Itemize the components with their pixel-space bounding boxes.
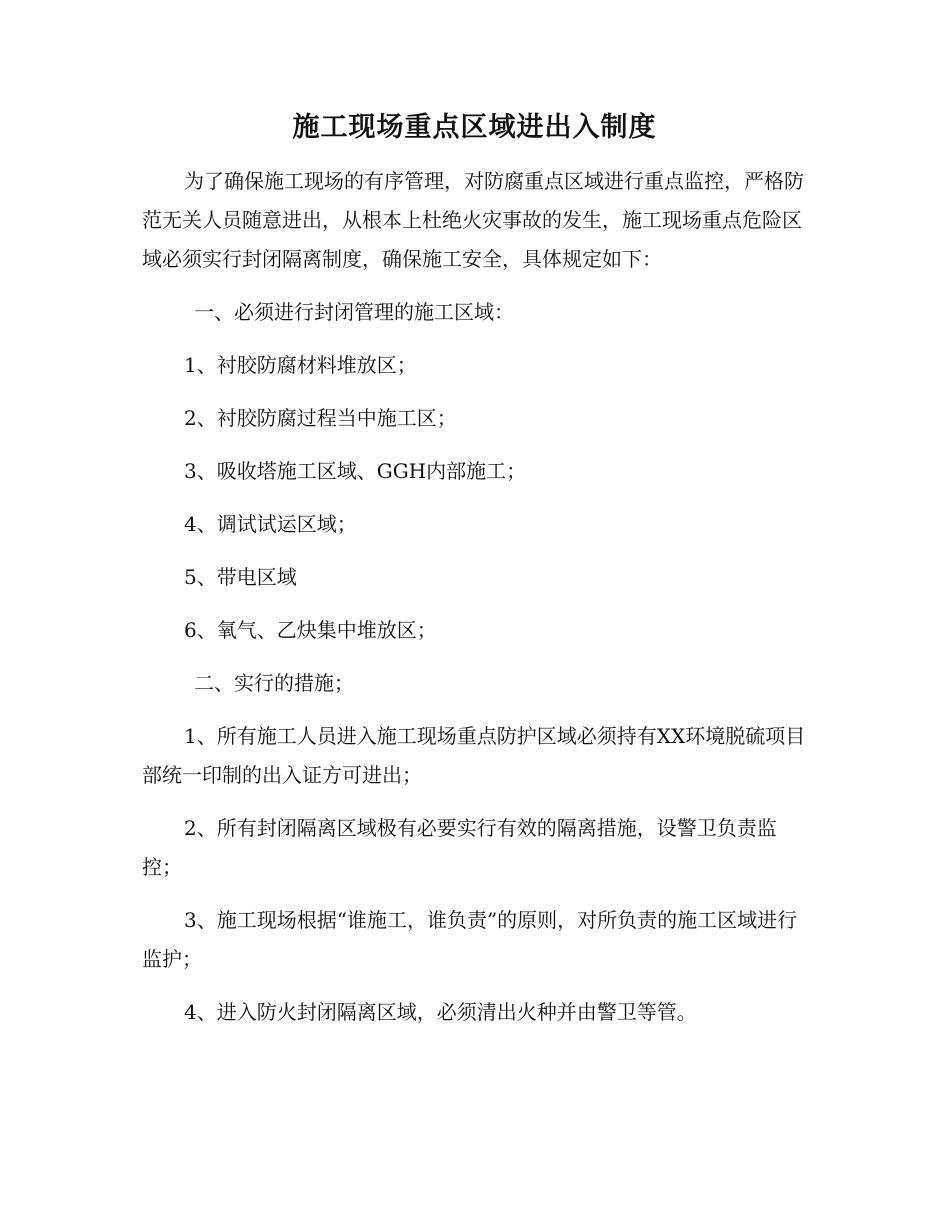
section-2-item-3: 3、施工现场根据“谁施工，谁负责”的原则，对所负责的施工区域进行监护； (142, 908, 798, 971)
section-2-item-1: 1、所有施工人员进入施工现场重点防护区域必须持有XX环境脱硫项目部统一印制的出入证方可进出； (142, 724, 806, 787)
intro-paragraph: 为了确保施工现场的有序管理，对防腐重点区域进行重点监控，严格防范无关人员随意进出，从根本上杜绝火灾事故的发生，施工现场重点危险区域必须实行封闭隔离制度，确保施工安全，具体规定如下： (142, 169, 804, 271)
document-page (142, 108, 807, 1032)
section-1-item-5: 5、带电区域 (184, 565, 297, 589)
section-1-item-1: 1、衬胶防腐材料堆放区； (184, 353, 417, 377)
section-1-item-3: 3、吸收塔施工区域、GGH内部施工； (184, 459, 527, 483)
document-title: 施工现场重点区域进出入制度 (292, 112, 657, 143)
section-1-item-6: 6、氧气、乙炔集中堆放区； (184, 618, 437, 642)
section-2-item-2: 2、所有封闭隔离区域极有必要实行有效的隔离措施，设警卫负责监控； (142, 816, 777, 879)
section-1-heading: 一、必须进行封闭管理的施工区域： (194, 300, 514, 324)
section-2-heading: 二、实行的措施； (194, 671, 354, 695)
section-2-item-4: 4、进入防火封闭隔离区域，必须清出火种并由警卫等管。 (184, 1000, 697, 1024)
section-1-item-4: 4、调试试运区域； (184, 512, 357, 536)
section-1-item-2: 2、衬胶防腐过程当中施工区； (184, 406, 457, 430)
